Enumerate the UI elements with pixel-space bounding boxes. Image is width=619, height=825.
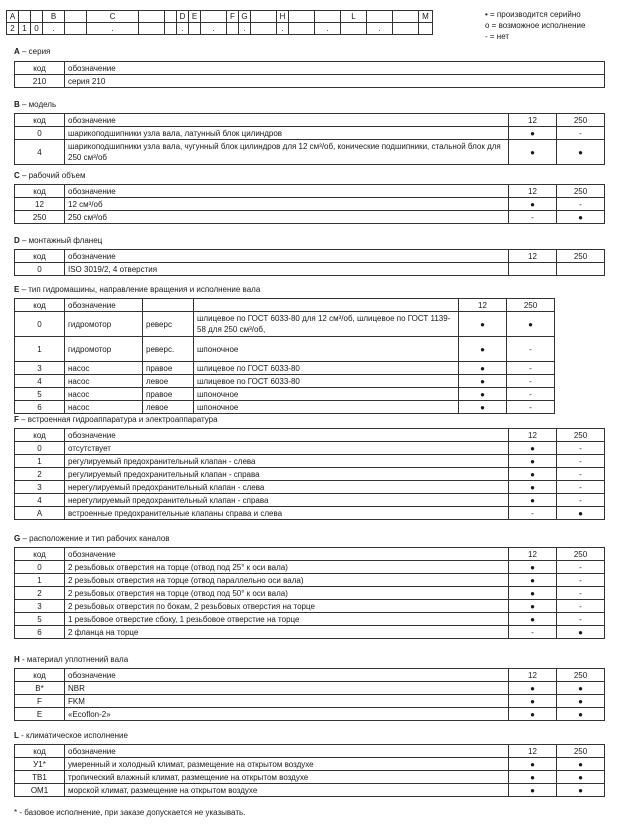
availability-mark: ● <box>509 695 557 708</box>
description-cell: FKM <box>65 695 509 708</box>
code-cell: ТВ1 <box>15 771 65 784</box>
code-value-cell <box>289 23 315 35</box>
availability-mark: ● <box>507 312 555 337</box>
table-row <box>15 140 605 165</box>
code-value-cell <box>139 23 165 35</box>
availability-mark: ● <box>557 708 605 721</box>
code-letter-cell <box>251 11 277 23</box>
header-cell: обозначение <box>65 745 509 758</box>
availability-mark: - <box>557 613 605 626</box>
availability-mark: - <box>557 455 605 468</box>
description-cell: морской климат, размещение на открытом воздухе <box>65 784 509 797</box>
legend-possible: o = возможное исполнение <box>485 21 586 30</box>
code-cell: 3 <box>15 600 65 613</box>
description-cell: реверс. <box>143 337 194 362</box>
header-cell: 12 <box>509 114 557 127</box>
header-cell: обозначение <box>65 185 509 198</box>
availability-mark: ● <box>509 771 557 784</box>
code-cell: 0 <box>15 442 65 455</box>
header-cell: 12 <box>509 185 557 198</box>
availability-mark: ● <box>557 507 605 520</box>
table-row <box>15 587 605 600</box>
section-title-text: - климатическое исполнение <box>18 731 128 740</box>
header-cell: обозначение <box>65 429 509 442</box>
table-row <box>15 494 605 507</box>
description-cell: правое <box>143 362 194 375</box>
availability-mark: - <box>557 587 605 600</box>
code-cell: 5 <box>15 388 65 401</box>
code-letter-cell: A <box>7 11 19 23</box>
code-letter-cell: C <box>87 11 139 23</box>
description-cell: тропический влажный климат, размещение на открытом воздухе <box>65 771 509 784</box>
header-cell: 12 <box>509 429 557 442</box>
table-row <box>15 198 605 211</box>
description-cell: 2 резьбовых отверстия по бокам, 2 резьбовых отверстия на торце <box>65 600 509 613</box>
section-title-text: – монтажный фланец <box>19 236 103 245</box>
header-cell: код <box>15 548 65 561</box>
table-row <box>15 127 605 140</box>
table-row <box>15 561 605 574</box>
table-row <box>15 388 555 401</box>
header-cell: код <box>15 62 65 75</box>
availability-mark: ● <box>509 561 557 574</box>
availability-mark: ● <box>509 198 557 211</box>
availability-mark: ● <box>509 574 557 587</box>
availability-mark: ● <box>509 600 557 613</box>
table-row <box>15 682 605 695</box>
code-cell: 0 <box>15 127 65 140</box>
table-row <box>15 771 605 784</box>
description-cell: 2 фланца на торце <box>65 626 509 639</box>
description-cell: 2 резьбовых отверстия на торце (отвод под 25° к оси вала) <box>65 561 509 574</box>
availability-mark: - <box>557 600 605 613</box>
table-row <box>15 442 605 455</box>
code-value-cell <box>65 23 87 35</box>
footnote: * - базовое исполнение, при заказе допускается не указывать. <box>14 808 246 817</box>
section-letter: D <box>14 236 20 245</box>
description-cell: 250 см³/об <box>65 211 509 224</box>
code-letter-cell: G <box>239 11 251 23</box>
description-cell: умеренный и холодный климат, размещение на открытом воздухе <box>65 758 509 771</box>
availability-mark: - <box>557 481 605 494</box>
code-letter-cell <box>31 11 43 23</box>
availability-mark: ● <box>557 771 605 784</box>
section-letter: C <box>14 171 20 180</box>
header-cell: код <box>15 299 65 312</box>
header-cell: 12 <box>459 299 507 312</box>
availability-mark: ● <box>509 784 557 797</box>
code-cell: 1 <box>15 574 65 587</box>
code-letter-cell <box>19 11 31 23</box>
header-cell: обозначение <box>65 299 143 312</box>
availability-mark: ● <box>509 708 557 721</box>
section-letter: L <box>14 731 19 740</box>
code-value-cell: 1 <box>19 23 31 35</box>
availability-mark: - <box>509 626 557 639</box>
code-value-cell <box>419 23 433 35</box>
description-cell: шпоночное <box>194 388 459 401</box>
availability-mark: - <box>557 494 605 507</box>
availability-mark: ● <box>509 442 557 455</box>
table-row <box>15 695 605 708</box>
header-cell: код <box>15 669 65 682</box>
code-cell: 4 <box>15 140 65 165</box>
table-row <box>15 75 605 88</box>
code-cell: ОМ1 <box>15 784 65 797</box>
availability-mark: ● <box>509 140 557 165</box>
availability-mark: ● <box>509 587 557 600</box>
header-cell: 250 <box>557 114 605 127</box>
description-cell: шарикоподшипники узла вала, чугунный блок цилиндров для 12 см³/об, конические подшипники, стальной блок для 250 см³/об <box>65 140 509 165</box>
description-cell: левое <box>143 375 194 388</box>
availability-mark: - <box>557 442 605 455</box>
section-title-text: – тип гидромашины, направление вращения и исполнение вала <box>19 285 261 294</box>
section-table-h <box>14 668 605 721</box>
availability-mark: ● <box>557 695 605 708</box>
header-cell: код <box>15 114 65 127</box>
section-title-text: – рабочий объем <box>19 171 86 180</box>
header-cell: обозначение <box>65 669 509 682</box>
code-cell: 6 <box>15 401 65 414</box>
section-title-text: - материал уплотнений вала <box>19 655 129 664</box>
section-letter: F <box>14 415 19 424</box>
availability-mark: - <box>557 198 605 211</box>
section-table-a <box>14 61 605 88</box>
description-cell: шпоночное <box>194 337 459 362</box>
code-value-cell: . <box>43 23 65 35</box>
table-row <box>15 708 605 721</box>
header-cell: 250 <box>557 429 605 442</box>
description-cell: насос <box>65 362 143 375</box>
code-cell: 0 <box>15 561 65 574</box>
header-cell: код <box>15 745 65 758</box>
code-letter-cell <box>289 11 315 23</box>
section-letter: G <box>14 534 21 543</box>
availability-mark: ● <box>509 494 557 507</box>
table-row <box>15 613 605 626</box>
code-cell: A <box>15 507 65 520</box>
code-value-cell <box>189 23 201 35</box>
table-row <box>15 263 605 276</box>
code-value-cell <box>251 23 277 35</box>
availability-mark: ● <box>459 375 507 388</box>
section-table-d <box>14 249 605 276</box>
description-cell: отсутствует <box>65 442 509 455</box>
table-row <box>15 481 605 494</box>
code-value-cell <box>341 23 367 35</box>
code-cell: 4 <box>15 494 65 507</box>
legend <box>485 9 585 42</box>
availability-mark: - <box>507 375 555 388</box>
table-header-row <box>15 669 605 682</box>
availability-mark: ● <box>459 362 507 375</box>
table-row <box>15 211 605 224</box>
table-row <box>15 455 605 468</box>
availability-mark: ● <box>509 682 557 695</box>
section-letter: B <box>14 100 20 109</box>
availability-mark: - <box>557 127 605 140</box>
code-letter-cell: E <box>189 11 201 23</box>
section-letter: A <box>14 47 20 56</box>
description-cell: гидромотор <box>65 312 143 337</box>
availability-mark: ● <box>459 312 507 337</box>
description-cell: 1 резьбовое отверстие сбоку, 1 резьбовое отверстие на торце <box>65 613 509 626</box>
table-row <box>15 312 555 337</box>
code-value-cell: . <box>315 23 341 35</box>
code-value-cell: 2 <box>7 23 19 35</box>
availability-mark: - <box>509 211 557 224</box>
header-cell: обозначение <box>65 114 509 127</box>
code-letter-cell: B <box>43 11 65 23</box>
code-value-cell: . <box>177 23 189 35</box>
code-letter-cell <box>393 11 419 23</box>
header-cell: 250 <box>557 745 605 758</box>
code-letters-row <box>7 11 433 23</box>
code-value-cell: . <box>201 23 227 35</box>
code-value-cell: . <box>277 23 289 35</box>
availability-mark: - <box>507 401 555 414</box>
description-cell: шпоночное <box>194 401 459 414</box>
table-header-row <box>15 114 605 127</box>
code-cell: 1 <box>15 455 65 468</box>
description-cell: 2 резьбовых отверстия на торце (отвод под 50° к оси вала) <box>65 587 509 600</box>
section-table-b <box>14 113 605 165</box>
description-cell: нерегулируемый предохранительный клапан - справа <box>65 494 509 507</box>
section-title-d <box>14 236 102 245</box>
availability-mark: ● <box>509 758 557 771</box>
code-cell: E <box>15 708 65 721</box>
section-title-text: – модель <box>19 100 57 109</box>
availability-mark: ● <box>509 481 557 494</box>
description-cell: регулируемый предохранительный клапан - справа <box>65 468 509 481</box>
code-cell: F <box>15 695 65 708</box>
code-value-cell <box>227 23 239 35</box>
code-letter-cell <box>165 11 177 23</box>
description-cell: левое <box>143 401 194 414</box>
header-cell: обозначение <box>65 62 605 75</box>
header-cell: 12 <box>509 250 557 263</box>
description-cell: шарикоподшипники узла вала, латунный блок цилиндров <box>65 127 509 140</box>
availability-mark <box>509 263 557 276</box>
availability-mark: - <box>507 388 555 401</box>
availability-mark: - <box>557 574 605 587</box>
table-header-row <box>15 62 605 75</box>
table-header-row <box>15 548 605 561</box>
code-letter-cell: H <box>277 11 289 23</box>
description-cell: NBR <box>65 682 509 695</box>
code-cell: 0 <box>15 312 65 337</box>
header-cell: 12 <box>509 548 557 561</box>
header-cell: 250 <box>507 299 555 312</box>
code-letter-cell <box>315 11 341 23</box>
description-cell: встроенные предохранительные клапаны справа и слева <box>65 507 509 520</box>
code-letter-cell: F <box>227 11 239 23</box>
table-row <box>15 468 605 481</box>
availability-mark: - <box>557 561 605 574</box>
description-cell: гидромотор <box>65 337 143 362</box>
code-letter-cell: L <box>341 11 367 23</box>
code-cell: 2 <box>15 587 65 600</box>
section-table-c <box>14 184 605 224</box>
section-table-e <box>14 298 555 414</box>
description-cell: «Ecoflon-2» <box>65 708 509 721</box>
header-cell: 250 <box>557 548 605 561</box>
code-value-cell: 0 <box>31 23 43 35</box>
code-cell: 6 <box>15 626 65 639</box>
availability-mark: ● <box>557 211 605 224</box>
description-cell: ISO 3019/2, 4 отверстия <box>65 263 509 276</box>
code-cell: У1* <box>15 758 65 771</box>
code-value-cell <box>165 23 177 35</box>
section-letter: E <box>14 285 20 294</box>
code-cell: 4 <box>15 375 65 388</box>
availability-mark: ● <box>509 127 557 140</box>
code-cell: 12 <box>15 198 65 211</box>
availability-mark: ● <box>557 682 605 695</box>
header-cell <box>143 299 194 312</box>
availability-mark: - <box>557 468 605 481</box>
code-letter-cell <box>139 11 165 23</box>
availability-mark <box>557 263 605 276</box>
table-header-row <box>15 745 605 758</box>
section-title-text: – встроенная гидроаппаратура и электроаппаратура <box>18 415 218 424</box>
table-row <box>15 784 605 797</box>
section-title-e <box>14 285 260 294</box>
section-title-c <box>14 171 85 180</box>
description-cell: 2 резьбовых отверстия на торце (отвод параллельно оси вала) <box>65 574 509 587</box>
code-cell: B* <box>15 682 65 695</box>
availability-mark: ● <box>509 468 557 481</box>
legend-none: - = нет <box>485 32 510 41</box>
table-row <box>15 401 555 414</box>
section-table-l <box>14 744 605 797</box>
section-title-b <box>14 100 56 109</box>
description-cell: шлицевое по ГОСТ 6033-80 для 12 см³/об, шлицевое по ГОСТ 1139-58 для 250 см³/об, <box>194 312 459 337</box>
table-row <box>15 337 555 362</box>
description-cell: правое <box>143 388 194 401</box>
availability-mark: ● <box>459 337 507 362</box>
description-cell: шлицевое по ГОСТ 6033-80 <box>194 375 459 388</box>
description-cell: регулируемый предохранительный клапан - слева <box>65 455 509 468</box>
availability-mark: ● <box>459 388 507 401</box>
description-cell: реверс <box>143 312 194 337</box>
code-values-row <box>7 23 433 35</box>
table-header-row <box>15 185 605 198</box>
availability-mark: ● <box>509 613 557 626</box>
table-row <box>15 600 605 613</box>
section-letter: H <box>14 655 20 664</box>
table-header-row <box>15 429 605 442</box>
code-cell: 5 <box>15 613 65 626</box>
availability-mark: - <box>509 507 557 520</box>
code-cell: 0 <box>15 263 65 276</box>
section-title-text: – серия <box>19 47 51 56</box>
table-row <box>15 626 605 639</box>
code-cell: 250 <box>15 211 65 224</box>
header-cell: 250 <box>557 669 605 682</box>
code-cell: 210 <box>15 75 65 88</box>
header-cell: обозначение <box>65 250 509 263</box>
table-row <box>15 574 605 587</box>
description-cell: насос <box>65 401 143 414</box>
header-cell <box>194 299 459 312</box>
section-title-a <box>14 47 50 56</box>
ordering-code-strip <box>6 10 433 35</box>
section-title-f <box>14 415 218 424</box>
section-title-h <box>14 655 128 664</box>
code-letter-cell <box>201 11 227 23</box>
header-cell: код <box>15 429 65 442</box>
section-table-g <box>14 547 605 639</box>
code-value-cell: . <box>239 23 251 35</box>
availability-mark: - <box>507 337 555 362</box>
header-cell: 12 <box>509 669 557 682</box>
section-table-f <box>14 428 605 520</box>
header-cell: код <box>15 250 65 263</box>
header-cell: 12 <box>509 745 557 758</box>
code-letter-cell <box>65 11 87 23</box>
description-cell: шлицевое по ГОСТ 6033-80 <box>194 362 459 375</box>
description-cell: насос <box>65 388 143 401</box>
section-title-text: – расположение и тип рабочих каналов <box>20 534 170 543</box>
availability-mark: ● <box>509 455 557 468</box>
availability-mark: ● <box>459 401 507 414</box>
code-cell: 1 <box>15 337 65 362</box>
table-header-row <box>15 299 555 312</box>
table-row <box>15 375 555 388</box>
availability-mark: - <box>507 362 555 375</box>
availability-mark: ● <box>557 140 605 165</box>
code-letter-cell: M <box>419 11 433 23</box>
table-row <box>15 362 555 375</box>
section-title-l <box>14 731 128 740</box>
availability-mark: ● <box>557 758 605 771</box>
availability-mark: ● <box>557 784 605 797</box>
legend-serial: • = производится серийно <box>485 10 581 19</box>
availability-mark: ● <box>557 626 605 639</box>
table-row <box>15 758 605 771</box>
description-cell: нерегулируемый предохранительный клапан - слева <box>65 481 509 494</box>
code-value-cell: . <box>367 23 393 35</box>
table-header-row <box>15 250 605 263</box>
description-cell: насос <box>65 375 143 388</box>
code-value-cell: . <box>87 23 139 35</box>
description-cell: 12 см³/об <box>65 198 509 211</box>
header-cell: 250 <box>557 185 605 198</box>
code-value-cell <box>393 23 419 35</box>
header-cell: обозначение <box>65 548 509 561</box>
code-cell: 2 <box>15 468 65 481</box>
code-cell: 3 <box>15 481 65 494</box>
table-row <box>15 507 605 520</box>
header-cell: код <box>15 185 65 198</box>
header-cell: 250 <box>557 250 605 263</box>
description-cell: серия 210 <box>65 75 605 88</box>
code-letter-cell: D <box>177 11 189 23</box>
section-title-g <box>14 534 170 543</box>
code-cell: 3 <box>15 362 65 375</box>
code-letter-cell <box>367 11 393 23</box>
